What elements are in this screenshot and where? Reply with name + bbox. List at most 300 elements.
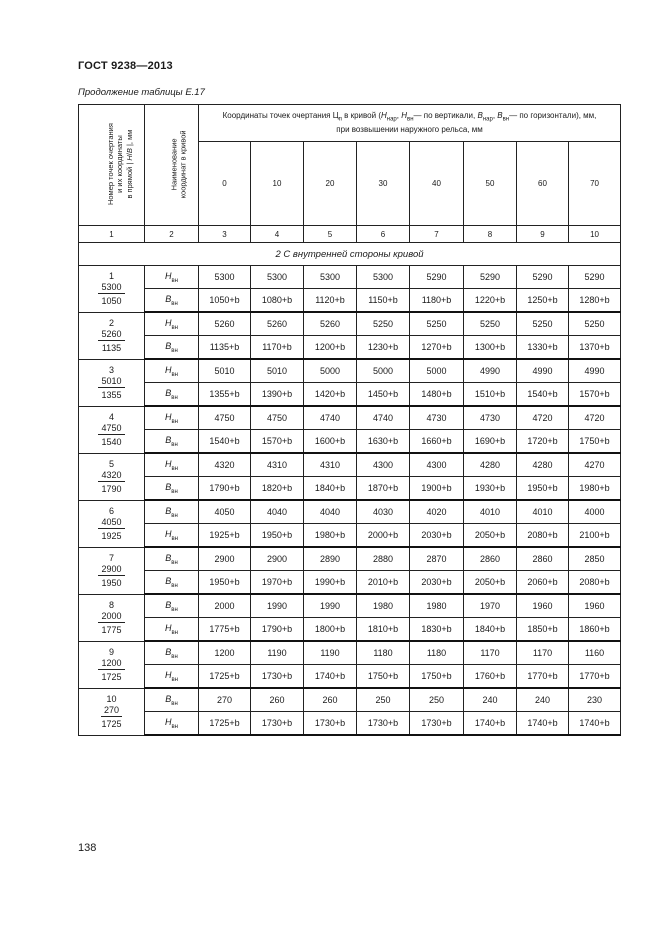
point-number: 1 xyxy=(108,270,114,281)
table-row xyxy=(79,688,621,712)
point-h: 270 xyxy=(101,705,122,717)
value-cell: 1750+b xyxy=(357,665,410,689)
coordinate-name: $B_{вн}$ xyxy=(145,688,199,712)
table-row xyxy=(79,430,621,454)
value-cell: 1980+b xyxy=(569,477,621,501)
point-h: 4320 xyxy=(98,470,124,482)
value-cell: 1200 xyxy=(199,641,251,665)
value-cell: 4270 xyxy=(569,453,621,477)
point-group xyxy=(79,547,621,594)
point-cell xyxy=(79,500,145,547)
value-cell: 1300+b xyxy=(464,336,517,360)
value-cell: 1930+b xyxy=(464,477,517,501)
point-number: 2 xyxy=(108,317,114,328)
value-cell: 2050+b xyxy=(464,571,517,595)
value-cell: 1730+b xyxy=(357,712,410,736)
point-b: 1725 xyxy=(101,718,122,729)
point-cell xyxy=(79,453,145,500)
value-cell: 2850 xyxy=(569,547,621,571)
value-cell: 250 xyxy=(357,688,410,712)
value-cell: 5000 xyxy=(357,359,410,383)
point-b: 1725 xyxy=(101,671,122,682)
point-b: 1775 xyxy=(101,624,122,635)
point-h: 2000 xyxy=(98,611,124,623)
coordinate-name: $B_{вн}$ xyxy=(145,641,199,665)
value-cell: 1800+b xyxy=(304,618,357,642)
value-cell: 1820+b xyxy=(251,477,304,501)
value-cell: 2010+b xyxy=(357,571,410,595)
point-group xyxy=(79,359,621,406)
value-cell: 1840+b xyxy=(304,477,357,501)
value-cell: 1390+b xyxy=(251,383,304,407)
value-cell: 1980+b xyxy=(304,524,357,548)
value-cell: 2900 xyxy=(199,547,251,571)
value-cell: 1200+b xyxy=(304,336,357,360)
value-cell: 2870 xyxy=(410,547,464,571)
value-cell: 4740 xyxy=(304,406,357,430)
header-coordinate-name: Наименование координат в кривой xyxy=(145,105,199,226)
point-fraction xyxy=(98,282,124,306)
value-cell: 4300 xyxy=(357,453,410,477)
page-number: 138 xyxy=(78,842,97,854)
value-cell: 1730+b xyxy=(251,712,304,736)
value-cell: 1420+b xyxy=(304,383,357,407)
value-cell: 260 xyxy=(251,688,304,712)
point-b: 1950 xyxy=(101,577,122,588)
coordinate-name: $H_{вн}$ xyxy=(145,524,199,548)
value-cell: 5300 xyxy=(199,266,251,289)
table-row xyxy=(79,641,621,665)
value-cell: 1775+b xyxy=(199,618,251,642)
table-row xyxy=(79,477,621,501)
point-cell xyxy=(79,359,145,406)
value-cell: 1170 xyxy=(464,641,517,665)
value-cell: 1990 xyxy=(304,594,357,618)
value-cell: 5010 xyxy=(251,359,304,383)
value-cell: 5250 xyxy=(357,312,410,336)
point-fraction xyxy=(101,705,122,729)
point-number: 9 xyxy=(108,646,114,657)
value-cell: 240 xyxy=(517,688,569,712)
value-cell: 4320 xyxy=(199,453,251,477)
coordinate-name: $H_{вн}$ xyxy=(145,618,199,642)
point-cell xyxy=(79,547,145,594)
elevation-header: 10 xyxy=(251,142,304,226)
point-number: 6 xyxy=(108,505,114,516)
value-cell: 5300 xyxy=(304,266,357,289)
coordinate-name: $B_{вн}$ xyxy=(145,336,199,360)
value-cell: 1250+b xyxy=(517,289,569,313)
coordinate-name: $B_{вн}$ xyxy=(145,500,199,524)
point-group xyxy=(79,266,621,313)
point-group xyxy=(79,406,621,453)
point-number: 5 xyxy=(108,458,114,469)
column-number: 9 xyxy=(517,226,569,243)
coordinate-subscript: вн xyxy=(171,629,178,636)
value-cell: 1480+b xyxy=(410,383,464,407)
elevation-header: 0 xyxy=(199,142,251,226)
column-number: 1 xyxy=(79,226,145,243)
value-cell: 5010 xyxy=(199,359,251,383)
value-cell: 1900+b xyxy=(410,477,464,501)
value-cell: 4740 xyxy=(357,406,410,430)
coordinate-subscript: вн xyxy=(171,606,178,613)
value-cell: 5250 xyxy=(569,312,621,336)
coordinate-name: $H_{вн}$ xyxy=(145,665,199,689)
value-cell: 240 xyxy=(464,688,517,712)
point-number: 8 xyxy=(108,599,114,610)
value-cell: 4050 xyxy=(199,500,251,524)
value-cell: 1870+b xyxy=(357,477,410,501)
value-cell: 2080+b xyxy=(569,571,621,595)
coordinate-name: $B_{вн}$ xyxy=(145,571,199,595)
coordinates-table xyxy=(78,104,621,736)
table-row xyxy=(79,665,621,689)
value-cell: 1750+b xyxy=(410,665,464,689)
coordinate-subscript: вн xyxy=(171,277,178,284)
value-cell: 4010 xyxy=(464,500,517,524)
value-cell: 5000 xyxy=(410,359,464,383)
table-row xyxy=(79,453,621,477)
value-cell: 1960 xyxy=(569,594,621,618)
value-cell: 1740+b xyxy=(304,665,357,689)
value-cell: 5250 xyxy=(464,312,517,336)
point-cell xyxy=(79,406,145,453)
value-cell: 2860 xyxy=(517,547,569,571)
point-number: 7 xyxy=(108,552,114,563)
value-cell: 1270+b xyxy=(410,336,464,360)
value-cell: 4280 xyxy=(517,453,569,477)
table-row xyxy=(79,594,621,618)
value-cell: 1190 xyxy=(304,641,357,665)
value-cell: 4010 xyxy=(517,500,569,524)
table-row xyxy=(79,336,621,360)
value-cell: 2080+b xyxy=(517,524,569,548)
value-cell: 1840+b xyxy=(464,618,517,642)
coordinate-subscript: вн xyxy=(171,441,178,448)
point-cell xyxy=(79,312,145,359)
point-b: 1540 xyxy=(101,436,122,447)
value-cell: 1630+b xyxy=(357,430,410,454)
value-cell: 1790+b xyxy=(199,477,251,501)
value-cell: 4990 xyxy=(517,359,569,383)
value-cell: 1660+b xyxy=(410,430,464,454)
point-fraction xyxy=(98,329,124,353)
coordinate-name: $H_{вн}$ xyxy=(145,312,199,336)
coordinate-subscript: вн xyxy=(171,488,178,495)
value-cell: 1180+b xyxy=(410,289,464,313)
point-cell xyxy=(79,688,145,735)
table-row xyxy=(79,524,621,548)
coordinate-subscript: вн xyxy=(171,300,178,307)
value-cell: 1730+b xyxy=(251,665,304,689)
column-number: 8 xyxy=(464,226,517,243)
value-cell: 1740+b xyxy=(464,712,517,736)
coordinate-subscript: вн xyxy=(171,512,178,519)
value-cell: 1970 xyxy=(464,594,517,618)
coordinate-subscript: вн xyxy=(171,465,178,472)
value-cell: 1860+b xyxy=(569,618,621,642)
value-cell: 1690+b xyxy=(464,430,517,454)
coordinate-subscript: вн xyxy=(171,582,178,589)
value-cell: 1330+b xyxy=(517,336,569,360)
point-fraction xyxy=(98,658,124,682)
value-cell: 1190 xyxy=(251,641,304,665)
coordinate-name: $H_{вн}$ xyxy=(145,453,199,477)
value-cell: 2060+b xyxy=(517,571,569,595)
coordinate-subscript: вн xyxy=(171,371,178,378)
value-cell: 4750 xyxy=(251,406,304,430)
table-caption: Продолжение таблицы Е.17 xyxy=(78,87,205,98)
table-row xyxy=(79,500,621,524)
value-cell: 230 xyxy=(569,688,621,712)
value-cell: 260 xyxy=(304,688,357,712)
value-cell: 5250 xyxy=(410,312,464,336)
value-cell: 1540+b xyxy=(517,383,569,407)
point-h: 4750 xyxy=(98,423,124,435)
value-cell: 1740+b xyxy=(517,712,569,736)
point-fraction xyxy=(98,517,124,541)
table-row xyxy=(79,359,621,383)
table-row xyxy=(79,712,621,736)
point-fraction xyxy=(98,470,124,494)
point-fraction xyxy=(98,423,124,447)
value-cell: 4720 xyxy=(517,406,569,430)
value-cell: 5000 xyxy=(304,359,357,383)
coordinate-subscript: вн xyxy=(171,347,178,354)
value-cell: 5250 xyxy=(517,312,569,336)
value-cell: 1230+b xyxy=(357,336,410,360)
header-coordinates-span xyxy=(199,105,621,142)
coordinate-name: $H_{вн}$ xyxy=(145,406,199,430)
value-cell: 1720+b xyxy=(517,430,569,454)
value-cell: 1925+b xyxy=(199,524,251,548)
coordinate-subscript: вн xyxy=(171,535,178,542)
value-cell: 2880 xyxy=(357,547,410,571)
elevation-header: 70 xyxy=(569,142,621,226)
value-cell: 270 xyxy=(199,688,251,712)
point-number: 4 xyxy=(108,411,114,422)
value-cell: 1280+b xyxy=(569,289,621,313)
value-cell: 1170 xyxy=(517,641,569,665)
coordinate-name: $B_{вн}$ xyxy=(145,430,199,454)
point-h: 2900 xyxy=(98,564,124,576)
value-cell: 2000+b xyxy=(357,524,410,548)
point-fraction xyxy=(98,564,124,588)
coordinate-name: $B_{вн}$ xyxy=(145,547,199,571)
point-fraction xyxy=(98,376,124,400)
point-number: 10 xyxy=(106,693,117,704)
point-h: 5260 xyxy=(98,329,124,341)
value-cell: 5290 xyxy=(410,266,464,289)
coordinate-subscript: вн xyxy=(171,700,178,707)
value-cell: 5260 xyxy=(199,312,251,336)
column-number: 2 xyxy=(145,226,199,243)
table-row xyxy=(79,547,621,571)
value-cell: 2000 xyxy=(199,594,251,618)
point-b: 1925 xyxy=(101,530,122,541)
coordinate-subscript: вн xyxy=(171,559,178,566)
value-cell: 250 xyxy=(410,688,464,712)
value-cell: 2100+b xyxy=(569,524,621,548)
value-cell: 1170+b xyxy=(251,336,304,360)
value-cell: 1080+b xyxy=(251,289,304,313)
coordinate-subscript: вн xyxy=(171,418,178,425)
value-cell: 2900 xyxy=(251,547,304,571)
header-point-number: Номер точек очертания и их координаты в прямой | H/B |, мм xyxy=(79,105,145,226)
value-cell: 2860 xyxy=(464,547,517,571)
value-cell: 2890 xyxy=(304,547,357,571)
elevation-header: 20 xyxy=(304,142,357,226)
value-cell: 1570+b xyxy=(569,383,621,407)
value-cell: 1950+b xyxy=(517,477,569,501)
value-cell: 4750 xyxy=(199,406,251,430)
value-cell: 1770+b xyxy=(569,665,621,689)
value-cell: 5260 xyxy=(251,312,304,336)
value-cell: 2030+b xyxy=(410,571,464,595)
value-cell: 4990 xyxy=(464,359,517,383)
value-cell: 4730 xyxy=(410,406,464,430)
header-span-line2: при возвышении наружного рельса, мм xyxy=(336,124,483,134)
point-h: 1200 xyxy=(98,658,124,670)
value-cell: 5290 xyxy=(517,266,569,289)
coordinate-name: $B_{вн}$ xyxy=(145,594,199,618)
value-cell: 5290 xyxy=(569,266,621,289)
value-cell: 4280 xyxy=(464,453,517,477)
point-cell xyxy=(79,594,145,641)
column-number: 4 xyxy=(251,226,304,243)
value-cell: 4040 xyxy=(304,500,357,524)
coordinate-subscript: вн xyxy=(171,394,178,401)
coordinate-name: $H_{вн}$ xyxy=(145,359,199,383)
coordinate-name: $B_{вн}$ xyxy=(145,383,199,407)
value-cell: 1730+b xyxy=(410,712,464,736)
point-group xyxy=(79,500,621,547)
point-b: 1790 xyxy=(101,483,122,494)
value-cell: 1450+b xyxy=(357,383,410,407)
coordinate-name: $H_{вн}$ xyxy=(145,712,199,736)
value-cell: 1370+b xyxy=(569,336,621,360)
point-b: 1050 xyxy=(101,295,122,306)
point-h: 4050 xyxy=(98,517,124,529)
point-number: 3 xyxy=(108,364,114,375)
value-cell: 5300 xyxy=(251,266,304,289)
column-number: 10 xyxy=(569,226,621,243)
table-row xyxy=(79,289,621,313)
table-row xyxy=(79,571,621,595)
value-cell: 1960 xyxy=(517,594,569,618)
value-cell: 1990 xyxy=(251,594,304,618)
point-fraction xyxy=(98,611,124,635)
value-cell: 1180 xyxy=(357,641,410,665)
value-cell: 4730 xyxy=(464,406,517,430)
coordinate-subscript: вн xyxy=(171,676,178,683)
value-cell: 1600+b xyxy=(304,430,357,454)
elevation-header: 30 xyxy=(357,142,410,226)
coordinate-name: $B_{вн}$ xyxy=(145,477,199,501)
coordinate-name: $H_{вн}$ xyxy=(145,266,199,289)
value-cell: 1990+b xyxy=(304,571,357,595)
standard-title: ГОСТ 9238—2013 xyxy=(78,60,173,72)
value-cell: 4300 xyxy=(410,453,464,477)
value-cell: 1980 xyxy=(357,594,410,618)
table-row xyxy=(79,618,621,642)
point-h: 5300 xyxy=(98,282,124,294)
value-cell: 1950+b xyxy=(199,571,251,595)
table-row xyxy=(79,312,621,336)
value-cell: 4000 xyxy=(569,500,621,524)
value-cell: 1850+b xyxy=(517,618,569,642)
point-b: 1135 xyxy=(101,342,122,353)
column-number: 3 xyxy=(199,226,251,243)
point-group xyxy=(79,312,621,359)
value-cell: 4990 xyxy=(569,359,621,383)
value-cell: 5300 xyxy=(357,266,410,289)
column-number: 6 xyxy=(357,226,410,243)
coordinate-subscript: вн xyxy=(171,324,178,331)
value-cell: 1730+b xyxy=(304,712,357,736)
point-group xyxy=(79,594,621,641)
point-cell xyxy=(79,641,145,688)
value-cell: 1220+b xyxy=(464,289,517,313)
value-cell: 1830+b xyxy=(410,618,464,642)
value-cell: 1950+b xyxy=(251,524,304,548)
value-cell: 1160 xyxy=(569,641,621,665)
table-row xyxy=(79,266,621,289)
point-group xyxy=(79,641,621,688)
value-cell: 1180 xyxy=(410,641,464,665)
coordinate-name: $B_{вн}$ xyxy=(145,289,199,313)
value-cell: 1970+b xyxy=(251,571,304,595)
value-cell: 4310 xyxy=(304,453,357,477)
value-cell: 1790+b xyxy=(251,618,304,642)
value-cell: 1980 xyxy=(410,594,464,618)
value-cell: 4720 xyxy=(569,406,621,430)
value-cell: 1355+b xyxy=(199,383,251,407)
value-cell: 2030+b xyxy=(410,524,464,548)
elevation-header: 50 xyxy=(464,142,517,226)
coordinate-subscript: вн xyxy=(171,723,178,730)
value-cell: 1760+b xyxy=(464,665,517,689)
column-number: 5 xyxy=(304,226,357,243)
value-cell: 1050+b xyxy=(199,289,251,313)
elevation-header: 40 xyxy=(410,142,464,226)
point-cell xyxy=(79,266,145,313)
elevation-header: 60 xyxy=(517,142,569,226)
value-cell: 5260 xyxy=(304,312,357,336)
value-cell: 1135+b xyxy=(199,336,251,360)
point-b: 1355 xyxy=(101,389,122,400)
value-cell: 1510+b xyxy=(464,383,517,407)
value-cell: 4020 xyxy=(410,500,464,524)
table-row xyxy=(79,383,621,407)
value-cell: 1150+b xyxy=(357,289,410,313)
value-cell: 1770+b xyxy=(517,665,569,689)
value-cell: 4310 xyxy=(251,453,304,477)
value-cell: 4040 xyxy=(251,500,304,524)
value-cell: 1540+b xyxy=(199,430,251,454)
value-cell: 5290 xyxy=(464,266,517,289)
value-cell: 1810+b xyxy=(357,618,410,642)
column-number: 7 xyxy=(410,226,464,243)
header-span-line1: Координаты точек очертания $Ц_п$ в кривой ($H_{нар}$, $H_{вн}—$ по вертикали, $B_{нар}$, $B_{вн}—$ по горизонтали), мм, xyxy=(222,111,597,123)
value-cell: 1570+b xyxy=(251,430,304,454)
section-title: 2 С внутренней стороны кривой xyxy=(79,243,621,266)
value-cell: 1725+b xyxy=(199,665,251,689)
value-cell: 1725+b xyxy=(199,712,251,736)
table-row xyxy=(79,406,621,430)
value-cell: 1750+b xyxy=(569,430,621,454)
